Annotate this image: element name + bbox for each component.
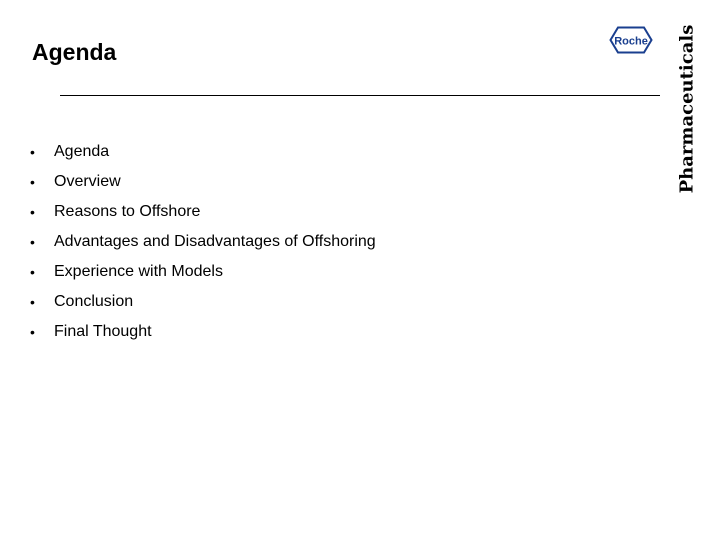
agenda-item-label: Reasons to Offshore [54,203,201,220]
agenda-item-label: Overview [54,173,121,190]
bullet-icon: • [30,144,35,160]
bullet-icon: • [30,234,35,250]
bullet-icon: • [30,204,35,220]
agenda-item-label: Conclusion [54,293,134,310]
division-label: Pharmaceuticals [676,24,698,194]
slide-title: Agenda [32,39,117,65]
bullet-icon: • [30,294,35,310]
agenda-item-label: Experience with Models [54,263,223,280]
agenda-item-label: Agenda [54,143,110,160]
bullet-icon: • [30,324,35,340]
agenda-item-label: Final Thought [54,323,152,340]
bullet-icon: • [30,174,35,190]
roche-logo [609,26,653,54]
agenda-item-label: Advantages and Disadvantages of Offshoring [54,233,376,250]
roche-logo-hexagon-icon [609,26,653,54]
bullet-icon: • [30,264,35,280]
logo-text: Roche [614,35,648,48]
division-label-container [672,16,702,202]
title-divider [60,95,660,96]
